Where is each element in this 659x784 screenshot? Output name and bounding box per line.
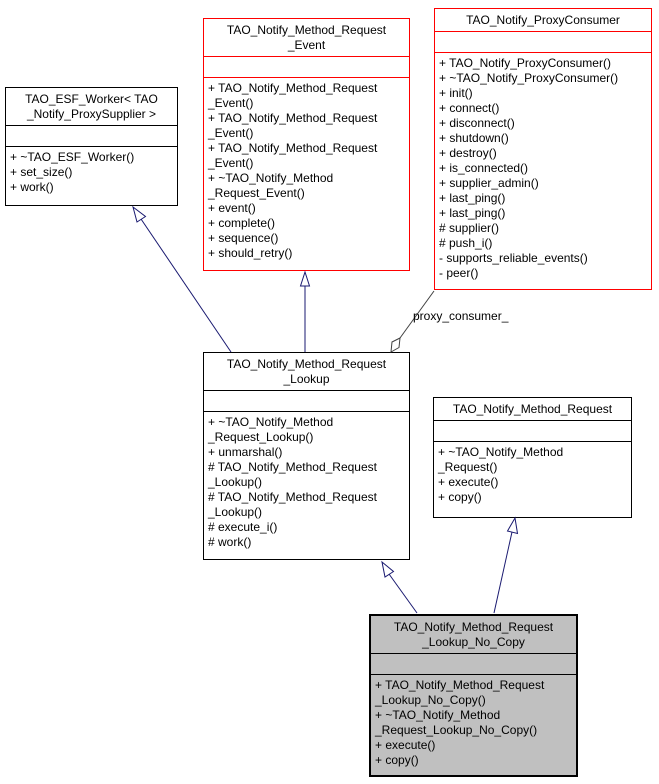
class-attributes-section <box>435 32 651 53</box>
text-line: # TAO_Notify_Method_Request <box>208 460 377 474</box>
class-methods-section <box>435 53 651 289</box>
text-line: _Event() <box>208 156 254 170</box>
aggregation-label-proxy-consumer: proxy_consumer_ <box>413 309 509 323</box>
text-line: + copy() <box>438 490 482 504</box>
text-line: + unmarshal() <box>208 445 283 459</box>
class-title <box>204 353 409 391</box>
text-line: + ~TAO_Notify_ProxyConsumer() <box>439 71 619 85</box>
text-line: _Request_Lookup() <box>208 430 314 444</box>
text-line: + last_ping() <box>439 206 506 220</box>
text-line: + connect() <box>439 101 500 115</box>
text-line: # TAO_Notify_Method_Request <box>208 490 377 504</box>
text-line: + ~TAO_Notify_Method <box>208 171 334 185</box>
text-line: _Lookup <box>283 372 330 386</box>
text-line: # execute_i() <box>208 520 278 534</box>
inheritance-arrow-no-copy-to-method-request <box>494 518 518 613</box>
class-title <box>371 616 576 654</box>
class-attributes-section <box>371 654 576 675</box>
class-title <box>6 88 177 126</box>
text-line: TAO_Notify_Method_Request <box>226 23 387 37</box>
inheritance-arrow-lookup-to-event <box>301 272 310 352</box>
inheritance-arrow-no-copy-to-lookup <box>382 562 417 613</box>
text-line: _Lookup_No_Copy() <box>375 693 486 707</box>
text-line: + shutdown() <box>439 131 509 145</box>
class-attributes-section <box>434 421 631 442</box>
text-line: + TAO_Notify_ProxyConsumer() <box>439 56 611 70</box>
text-line: + TAO_Notify_Method_Request <box>208 111 378 125</box>
class-title <box>204 19 409 57</box>
class-methods-section <box>6 147 177 205</box>
class-title <box>435 9 651 32</box>
text-line: TAO_Notify_ProxyConsumer <box>466 13 620 27</box>
text-line: - peer() <box>439 266 479 280</box>
text-line: _Request_Event() <box>208 186 305 200</box>
text-line: + ~TAO_Notify_Method <box>375 708 501 722</box>
class-box-tao-esf-worker[interactable] <box>5 87 178 206</box>
text-line: _Event() <box>208 126 254 140</box>
text-line: + copy() <box>375 753 419 767</box>
text-line: _Lookup() <box>208 475 263 489</box>
text-line: _Lookup() <box>208 505 263 519</box>
class-box-tao-notify-method-request[interactable] <box>433 397 632 518</box>
text-line: + is_connected() <box>439 161 529 175</box>
text-line: + set_size() <box>10 165 73 179</box>
text-line: + ~TAO_ESF_Worker() <box>10 150 135 164</box>
text-line: _Request() <box>438 460 498 474</box>
class-methods-section <box>434 442 631 517</box>
text-line: + disconnect() <box>439 116 515 130</box>
text-line: _Event() <box>208 96 254 110</box>
text-line: + TAO_Notify_Method_Request <box>208 141 378 155</box>
text-line: + execute() <box>438 475 499 489</box>
class-attributes-section <box>204 391 409 412</box>
class-box-tao-notify-method-request-event[interactable] <box>203 18 410 271</box>
text-line: + complete() <box>208 216 276 230</box>
text-line: TAO_Notify_Method_Request <box>226 357 387 371</box>
text-line: + supplier_admin() <box>439 176 539 190</box>
text-line: TAO_Notify_Method_Request <box>393 620 554 634</box>
text-line: + ~TAO_Notify_Method <box>208 415 334 429</box>
text-line: _Notify_ProxySupplier > <box>26 107 157 121</box>
class-methods-section <box>371 675 576 775</box>
class-attributes-section <box>204 57 409 78</box>
text-line: _Lookup_No_Copy <box>422 635 525 649</box>
class-box-tao-notify-proxyconsumer[interactable] <box>434 8 652 290</box>
class-box-tao-notify-method-request-lookup[interactable] <box>203 352 410 560</box>
text-line: + TAO_Notify_Method_Request <box>375 678 545 692</box>
text-line: + should_retry() <box>208 246 293 260</box>
text-line: # work() <box>208 535 252 549</box>
class-methods-section <box>204 412 409 559</box>
text-line: + last_ping() <box>439 191 506 205</box>
text-line: # supplier() <box>439 221 500 235</box>
text-line: + destroy() <box>439 146 497 160</box>
text-line: + sequence() <box>208 231 279 245</box>
text-line: # push_i() <box>439 236 493 250</box>
text-line: + event() <box>208 201 256 215</box>
text-line: + TAO_Notify_Method_Request <box>208 81 378 95</box>
text-line: + work() <box>10 180 54 194</box>
text-line: + ~TAO_Notify_Method <box>438 445 564 459</box>
text-line: + execute() <box>375 738 436 752</box>
class-box-tao-notify-method-request-lookup-no-copy[interactable] <box>369 614 578 777</box>
class-attributes-section <box>6 126 177 147</box>
text-line: - supports_reliable_events() <box>439 251 588 265</box>
text-line: TAO_ESF_Worker< TAO <box>25 92 158 106</box>
class-methods-section <box>204 78 409 270</box>
text-line: TAO_Notify_Method_Request <box>452 402 613 416</box>
class-title <box>434 398 631 421</box>
text-line: _Request_Lookup_No_Copy() <box>375 723 538 737</box>
text-line: + init() <box>439 86 473 100</box>
text-line: _Event <box>287 38 326 52</box>
